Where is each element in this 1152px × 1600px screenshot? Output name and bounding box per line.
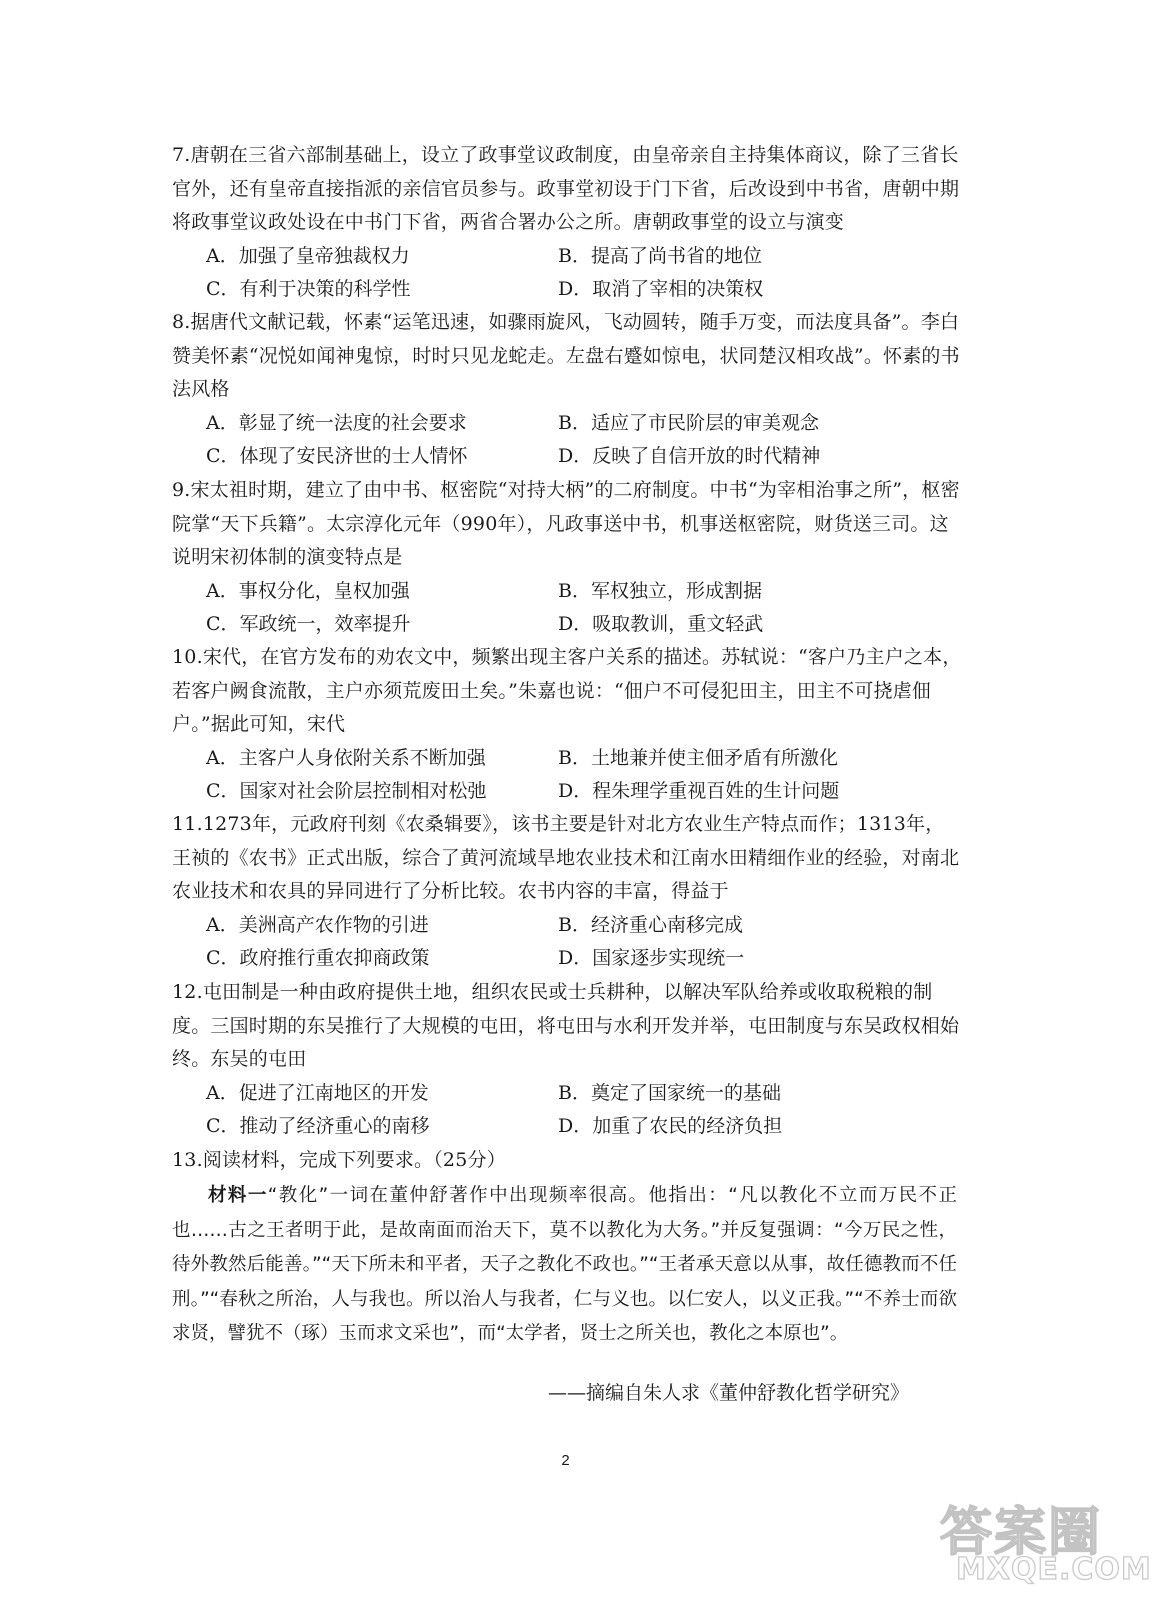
material-text: “教化”一词在董仲舒著作中出现频率很高。他指出：“凡以教化不立而万民不正也……古之王者明于此，是故南面而治天下，莫不以教化为大务。”并反复强调：“今万民之性，待外教然后能善。”“天下所未和平者，天子之教化不政也。”“王者承天意以从事，故任德教而不任刑。”“春秋之所治，人与我也。所以治人与我者，仁与义也。以仁安人，以义正我。”“不养士而欲求贤，譬犹不（琢）玉而求文采也”，而“太学者，贤士之所关也，教化之本原也”。 [172, 1185, 957, 1344]
question-stem: 11.1273年，元政府刊刻《农桑辑要》，该书主要是针对北方农业生产特点而作；1313年，王祯的《农书》正式出版，综合了黄河流域旱地农业技术和江南水田精细作业的经验，对南北农业技术和农具的异同进行了分析比较。农书内容的丰富，得益于 [172, 813, 960, 902]
question-12 [172, 976, 962, 1144]
option-b: B．军权独立，形成割据 [558, 579, 762, 602]
watermark-en-text: MXQE.COM [956, 1552, 1152, 1587]
options [172, 742, 962, 809]
option-c: C．有利于决策的科学性 [206, 278, 411, 300]
option-d: D．吸取教训，重文轻武 [558, 613, 764, 635]
option-d: D．反映了自信开放的时代精神 [558, 445, 821, 467]
option-d: D．国家逐步实现统一 [558, 947, 745, 969]
options [172, 240, 962, 307]
option-c: C．体现了安民济世的士人情怀 [206, 445, 468, 467]
question-stem: 10.宋代，在官方发布的劝农文中，频繁出现主客户关系的描述。苏轼说：“客户乃主户之本，若客户阙食流散，主户亦须荒废田土矣。”朱嘉也说：“佃户不可侵犯田主，田主不可挠虐佃户。”据此可知，宋代 [172, 646, 962, 735]
question-stem: 13.阅读材料，完成下列要求。（25分） [172, 1149, 506, 1171]
question-stem: 12.屯田制是一种由政府提供土地，组织农民或士兵耕种，以解决军队给养或收取税粮的制度。三国时期的东吴推行了大规模的屯田，将屯田与水利开发并举，屯田制度与东吴政权相始终。东吴的屯田 [172, 981, 960, 1070]
option-c: C．国家对社会阶层控制相对松弛 [206, 780, 487, 802]
option-b: B．经济重心南移完成 [558, 913, 743, 936]
option-b: B．提高了尚书省的地位 [558, 244, 762, 267]
question-13 [172, 1144, 962, 1178]
option-c: C．军政统一，效率提升 [206, 613, 411, 635]
question-stem: 9.宋太祖时期，建立了由中书、枢密院“对持大柄”的二府制度。中书“为宰相治事之所”，枢密院掌“天下兵籍”。太宗淳化元年（990年），凡政事送中书，机事送枢密院，财货送三司。这说明宋初体制的演变特点是 [172, 479, 960, 568]
option-b: B．奠定了国家统一的基础 [558, 1081, 781, 1104]
question-stem: 8.据唐代文献记载，怀素“运笔迅速，如骤雨旋风，飞动圆转，随手万变，而法度具备”。李白赞美怀素“况悦如闻神鬼惊，时时只见龙蛇走。左盘右蹙如惊电，状同楚汉相攻战”。怀素的书法风格 [172, 311, 960, 400]
option-b: B．土地兼并使主佃矛盾有所激化 [558, 746, 838, 769]
question-stem: 7.唐朝在三省六部制基础上，设立了政事堂议政制度，由皇帝亲自主持集体商议，除了三省长官外，还有皇帝直接指派的亲信官员参与。政事堂初设于门下省，后改设到中书省，唐朝中期将政事堂议政处设在中书门下省，两省合署办公之所。唐朝政事堂的设立与演变 [172, 144, 960, 233]
options [172, 1077, 962, 1144]
question-9 [172, 474, 962, 642]
material-source: ——摘编自朱人求《董仲舒教化哲学研究》 [547, 1382, 909, 1404]
option-d: D．取消了宰相的决策权 [558, 278, 764, 300]
material-one [172, 1179, 957, 1352]
option-a: A．促进了江南地区的开发 [206, 1081, 429, 1104]
question-10 [172, 641, 962, 809]
option-d: D．加重了农民的经济负担 [558, 1115, 783, 1137]
question-11 [172, 808, 962, 976]
question-7 [172, 139, 962, 307]
options [172, 909, 962, 976]
option-b: B．适应了市民阶层的审美观念 [558, 411, 819, 434]
options [172, 407, 962, 474]
option-d: D．程朱理学重视百姓的生计问题 [558, 780, 840, 802]
watermark-logo [940, 1490, 1152, 1595]
option-a: A．美洲高产农作物的引进 [206, 913, 429, 936]
options [172, 575, 962, 642]
option-c: C．推动了经济重心的南移 [206, 1115, 430, 1137]
question-8 [172, 306, 962, 474]
option-a: A．加强了皇帝独裁权力 [206, 244, 410, 267]
material-label: 材料一 [208, 1185, 268, 1206]
option-c: C．政府推行重农抑商政策 [206, 947, 430, 969]
option-a: A．主客户人身依附关系不断加强 [206, 746, 486, 769]
page-number: 2 [561, 1452, 570, 1469]
option-a: A．彰显了统一法度的社会要求 [206, 411, 467, 434]
watermark-cn-text: 答案圈 [940, 1503, 1103, 1563]
option-a: A．事权分化，皇权加强 [206, 579, 410, 602]
